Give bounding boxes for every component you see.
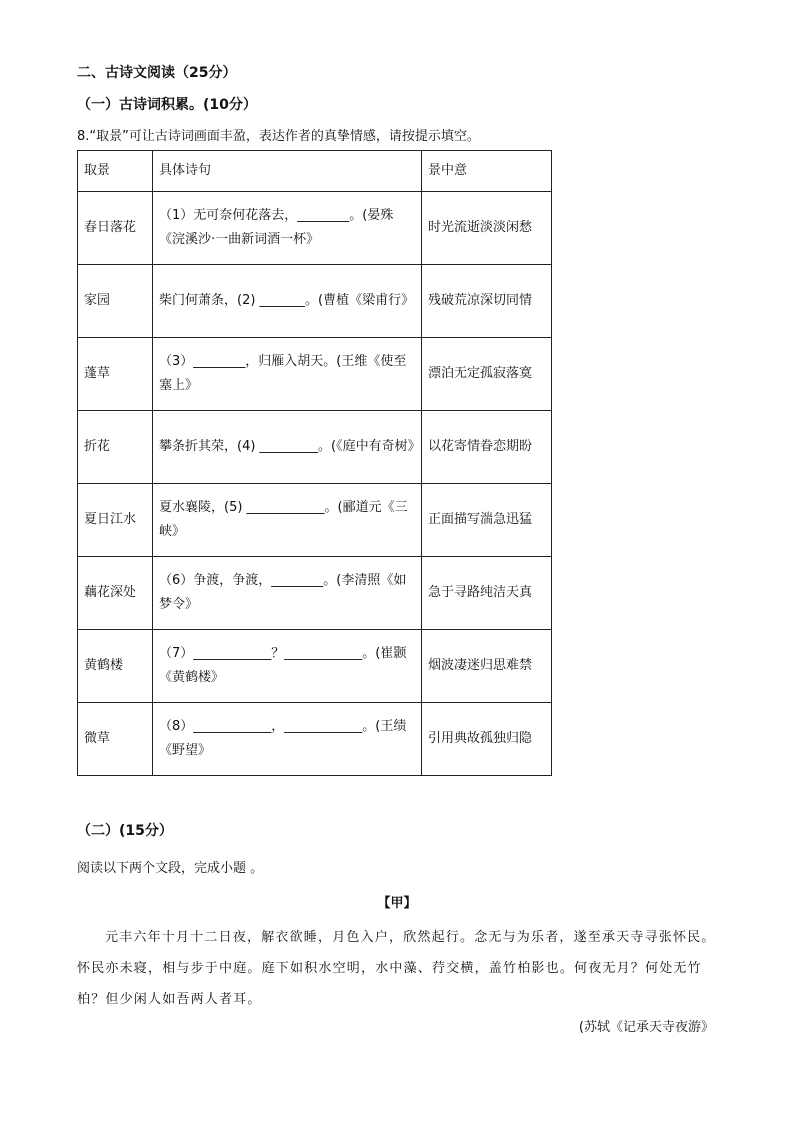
passage-source: (苏轼《记承天寺夜游》 <box>578 1020 714 1035</box>
subsection-title: （一）古诗词积累。(10分） <box>77 97 257 113</box>
passage-text: 元丰六年十月十二日夜，解衣欲睡，月色入户，欣然起行。念无与为乐者，遂至承天寺寻张怀民。怀民亦未寝，相与步于中庭。庭下如积水空明，水中藻、荇交横，盖竹柏影也。何夜无月？何处无竹柏？但少闲人如吾两人者耳。 <box>77 930 716 1007</box>
table-header-row <box>78 151 552 192</box>
table-row <box>78 703 552 776</box>
meaning-cell: 正面描写湍急迅猛 <box>422 484 552 557</box>
scene-cell: 黄鹤楼 <box>78 630 153 703</box>
header-verse: 具体诗句 <box>153 151 422 192</box>
meaning-cell: 以花寄情眷恋期盼 <box>422 411 552 484</box>
scene-cell: 蓬草 <box>78 338 153 411</box>
poem-table <box>77 150 552 776</box>
table-row <box>78 484 552 557</box>
meaning-cell: 引用典故孤独归隐 <box>422 703 552 776</box>
table-row <box>78 338 552 411</box>
header-meaning: 景中意 <box>422 151 552 192</box>
scene-cell: 春日落花 <box>78 192 153 265</box>
verse-cell: （3）________，归雁入胡天。(王维《使至塞上》 <box>153 338 422 411</box>
verse-cell: （8）____________，____________。(王绩《野望》 <box>153 703 422 776</box>
table-row <box>78 265 552 338</box>
meaning-cell: 漂泊无定孤寂落寞 <box>422 338 552 411</box>
table-row <box>78 411 552 484</box>
section-title: 二、古诗文阅读（25分） <box>77 65 237 81</box>
passage-label: 【甲】 <box>377 896 417 911</box>
table-row <box>78 192 552 265</box>
question-8: 8.“取景”可让古诗词画面丰盈，表达作者的真挚情感，请按提示填空。 <box>77 129 480 144</box>
scene-cell: 夏日江水 <box>78 484 153 557</box>
verse-cell: 攀条折其荣，(4) _________。(《庭中有奇树》 <box>153 411 422 484</box>
scene-cell: 微草 <box>78 703 153 776</box>
verse-cell: （6）争渡，争渡，________。(李清照《如梦令》 <box>153 557 422 630</box>
verse-cell: （1）无可奈何花落去，________。(晏殊《浣溪沙·一曲新词酒一杯》 <box>153 192 422 265</box>
reading-instruction: 阅读以下两个文段，完成小题 。 <box>77 861 264 876</box>
subsection-2-title: （二）(15分） <box>77 823 173 839</box>
table-row <box>78 557 552 630</box>
scene-cell: 家园 <box>78 265 153 338</box>
verse-cell: （7）____________？____________。(崔颢《黄鹤楼》 <box>153 630 422 703</box>
table-row <box>78 630 552 703</box>
meaning-cell: 残破荒凉深切同情 <box>422 265 552 338</box>
header-scene: 取景 <box>78 151 153 192</box>
scene-cell: 折花 <box>78 411 153 484</box>
scene-cell: 藕花深处 <box>78 557 153 630</box>
verse-cell: 夏水襄陵，(5) ____________。(郦道元《三峡》 <box>153 484 422 557</box>
meaning-cell: 时光流逝淡淡闲愁 <box>422 192 552 265</box>
meaning-cell: 烟波凄迷归思难禁 <box>422 630 552 703</box>
verse-cell: 柴门何萧条，(2) _______。(曹植《梁甫行》 <box>153 265 422 338</box>
meaning-cell: 急于寻路纯洁天真 <box>422 557 552 630</box>
